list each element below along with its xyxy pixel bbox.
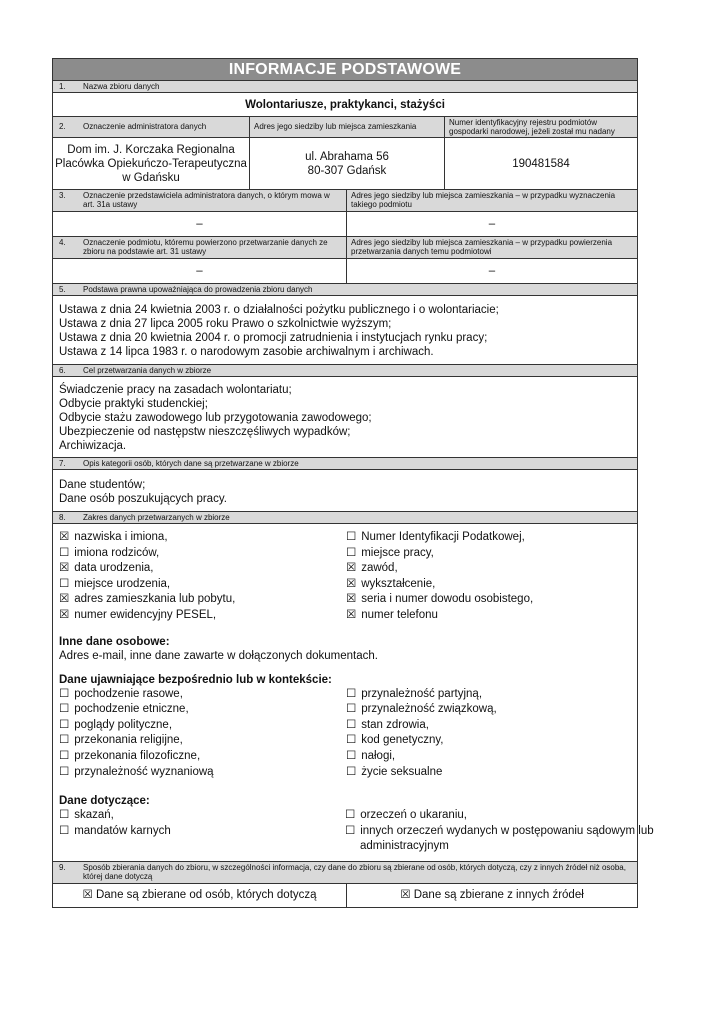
section-3-header (53, 189, 637, 211)
basic-data-right (344, 530, 631, 624)
checkbox-item[interactable] (59, 702, 344, 718)
checkbox-label: przekonania filozoficzne, (74, 749, 201, 762)
dataset-name: Wolontariusze, praktykanci, stażyści (245, 98, 445, 111)
representative-address-label (346, 190, 637, 211)
checkbox-label: życie seksualne (361, 765, 443, 778)
admin-label: Oznaczenie administratora danych (83, 122, 207, 131)
label-line: takiego podmiotu (351, 200, 412, 209)
checkbox-label: Numer Identyfikacji Podatkowej, (361, 531, 525, 543)
checkbox-item[interactable] (59, 561, 344, 577)
checkbox-mark-icon: ☐ (346, 718, 357, 731)
admin-address-label: Adres jego siedziby lub miejsca zamieszkania (249, 117, 444, 137)
checkbox-mark-icon: ☐ (59, 687, 70, 700)
regon-number: 190481584 (444, 138, 637, 189)
representative-values-row (53, 211, 637, 236)
label-line: Oznaczenie przedstawiciela administratora danych, o którym mowa w (83, 191, 330, 200)
checkbox-item[interactable] (346, 749, 631, 765)
checkbox-label: nazwiska i imiona, (74, 531, 168, 543)
checkbox-label: adres zamieszkania lub pobytu, (74, 593, 236, 606)
checkbox-label: nałogi, (361, 749, 396, 762)
checkbox-label: przekonania religijne, (74, 734, 183, 747)
processor-values-row (53, 258, 637, 283)
checkbox-mark-icon: ☐ (59, 703, 70, 716)
checkbox-item[interactable] (59, 577, 344, 593)
checkbox-mark-icon: ☐ (346, 531, 357, 543)
checkbox-label: Dane są zbierane z innych źródeł (413, 889, 584, 902)
section-4-header (53, 236, 637, 258)
checkbox-label: miejsce urodzenia, (74, 577, 171, 590)
sensitive-data-left (59, 687, 344, 781)
checkbox-mark-icon: ☐ (346, 703, 357, 716)
other-data-heading: Inne dane osobowe: (59, 635, 170, 648)
checkbox-mark-icon: ☐ (59, 577, 70, 590)
checkbox-item[interactable] (346, 765, 631, 781)
checkbox-item[interactable] (346, 561, 631, 577)
basic-data-left (59, 530, 344, 624)
checkbox-item[interactable] (346, 530, 631, 546)
section-label: Podstawa prawna upoważniająca do prowadzenia zbioru danych (83, 285, 313, 294)
admin-name (53, 138, 249, 189)
collection-method-row (53, 883, 637, 907)
purpose-line: Odbycie praktyki studenckiej; (59, 398, 208, 410)
other-data-text: Adres e-mail, inne dane zawarte w dołączonych dokumentach. (59, 649, 378, 662)
checkbox-label: numer telefonu (361, 608, 438, 621)
label-line: przetwarzania danych temu podmiotowi (351, 247, 492, 256)
checkbox-mark-icon: ☒ (400, 889, 411, 902)
basic-info-form (52, 58, 654, 908)
processor-value: – (196, 265, 203, 277)
checkbox-label: poglądy polityczne, (74, 718, 173, 731)
representative-value: – (196, 218, 203, 230)
section-label: Cel przetwarzania danych w zbiorze (83, 366, 212, 375)
processor-label (79, 237, 346, 258)
concerning-data-left (59, 808, 343, 855)
purpose-text (53, 377, 637, 457)
checkbox-label: przynależność wyznaniową (74, 765, 214, 778)
data-scope-row (53, 523, 654, 861)
checkbox-item[interactable] (59, 733, 344, 749)
checkbox-item[interactable] (59, 718, 344, 734)
legal-basis-line: Ustawa z dnia 24 kwietnia 2003 r. o działalności pożytku publicznego i o wolontariacie; (59, 304, 499, 316)
checkbox-mark-icon: ☒ (82, 889, 93, 902)
section-9-header (53, 861, 637, 883)
section-8-header (53, 511, 637, 523)
checkbox-mark-icon: ☐ (59, 749, 70, 762)
section-number: 8. (59, 513, 66, 522)
label-line: Oznaczenie podmiotu, któremu powierzono przetwarzanie danych ze (83, 238, 328, 247)
section-number: 5. (59, 285, 66, 294)
checkbox-item[interactable] (346, 592, 631, 608)
label-line: art. 31a ustawy (83, 200, 138, 209)
checkbox-label: mandatów karnych (74, 824, 171, 837)
checkbox-mark-icon: ☒ (346, 577, 357, 590)
checkbox-label: miejsce pracy, (361, 546, 434, 559)
label-line: której dane dotyczą (83, 871, 153, 881)
form-title (53, 59, 637, 80)
checkbox-item[interactable] (346, 608, 631, 624)
section-5-header (53, 283, 637, 295)
legal-basis-line: Ustawa z 14 lipca 1983 r. o narodowym zasobie archiwalnym i archiwach. (59, 346, 434, 358)
checkbox-mark-icon: ☐ (59, 734, 70, 747)
regon-label-line: Numer identyfikacyjny rejestru podmiotów (449, 118, 598, 127)
checkbox-label: imiona rodziców, (74, 546, 160, 559)
concerning-data-heading: Dane dotyczące: (59, 795, 150, 808)
section-2-header (53, 116, 637, 137)
section-number: 1. (59, 82, 66, 91)
concerning-data-right (343, 808, 654, 855)
checkbox-mark-icon: ☐ (346, 765, 357, 778)
checkbox-mark-icon: ☐ (346, 734, 357, 747)
section-number: 2. (59, 122, 66, 131)
checkbox-label: kod genetyczny, (361, 734, 444, 747)
representative-address-value: – (346, 212, 637, 236)
checkbox-mark-icon: ☒ (59, 531, 70, 543)
checkbox-item[interactable] (59, 749, 344, 765)
section-1-header (53, 80, 637, 92)
checkbox-item[interactable] (59, 530, 344, 546)
label-line: Adres jego siedziby lub miejsca zamieszkania – w przypadku wyznaczenia (351, 191, 616, 200)
checkbox-label: zawód, (361, 562, 398, 575)
basic-data-columns (59, 530, 631, 624)
section-number: 9. (59, 862, 66, 872)
checkbox-mark-icon: ☐ (59, 546, 70, 559)
checkbox-item[interactable] (346, 733, 631, 749)
section-7-header (53, 457, 637, 469)
checkbox-mark-icon: ☐ (346, 546, 357, 559)
checkbox-mark-icon: ☐ (59, 824, 70, 837)
legal-basis-text (53, 296, 637, 364)
checkbox-item[interactable] (346, 718, 631, 734)
checkbox-label: data urodzenia, (74, 562, 154, 575)
section-label: Opis kategorii osób, których dane są przetwarzane w zbiorze (83, 459, 299, 468)
admin-address-line: 80-307 Gdańsk (307, 164, 387, 177)
legal-basis-line: Ustawa z dnia 27 lipca 2005 roku Prawo o szkolnictwie wyższym; (59, 318, 392, 330)
admin-name-line: Placówka Opiekuńczo-Terapeutyczna (55, 157, 247, 170)
checkbox-item[interactable] (59, 608, 344, 624)
checkbox-label: przynależność związkową, (361, 703, 497, 716)
section-label: Zakres danych przetwarzanych w zbiorze (83, 513, 230, 522)
purpose-line: Ubezpieczenie od następstw nieszczęśliwych wypadków; (59, 426, 351, 438)
purpose-line: Odbycie stażu zawodowego lub przygotowania zawodowego; (59, 412, 372, 424)
checkbox-mark-icon: ☐ (59, 765, 70, 778)
checkbox-item[interactable] (346, 546, 631, 562)
label-line: zbioru na podstawie art. 31 ustawy (83, 247, 207, 256)
checkbox-label-continuation: administracyjnym (360, 840, 449, 853)
checkbox-label: wykształcenie, (361, 577, 436, 590)
checkbox-label: pochodzenie etniczne, (74, 703, 189, 716)
checkbox-label: numer ewidencyjny PESEL, (74, 608, 217, 621)
category-line: Dane osób poszukujących pracy. (59, 493, 227, 505)
section-number: 4. (59, 238, 66, 247)
admin-address (249, 138, 444, 189)
checkbox-label: stan zdrowia, (361, 718, 429, 731)
checkbox-mark-icon: ☒ (346, 608, 357, 621)
label-line: Sposób zbierania danych do zbioru, w szczególności informacja, czy dane do zbioru są zbierane od osób, których dotyczą, czy z innych źródeł niż osoba, (83, 862, 626, 872)
checkbox-item[interactable] (346, 687, 631, 703)
sensitive-data-columns (59, 687, 631, 781)
checkbox-item[interactable] (345, 808, 631, 824)
purpose-line: Świadczenie pracy na zasadach wolontariatu; (59, 384, 292, 396)
categories-text (53, 470, 637, 511)
checkbox-mark-icon: ☒ (59, 593, 70, 606)
admin-name-line: w Gdańsku (122, 171, 180, 184)
legal-basis-row (53, 295, 637, 364)
purpose-line: Archiwizacja. (59, 440, 127, 452)
section-number: 7. (59, 459, 66, 468)
form-title-text: INFORMACJE PODSTAWOWE (228, 60, 462, 78)
checkbox-mark-icon: ☒ (59, 562, 70, 575)
checkbox-item[interactable] (59, 546, 344, 562)
regon-label-line: gospodarki narodowej, jeżeli został mu nadany (449, 127, 615, 136)
checkbox-mark-icon: ☐ (346, 687, 357, 700)
checkbox-item[interactable] (346, 577, 631, 593)
collection-from-other-sources[interactable] (346, 884, 637, 907)
checkbox-item[interactable] (59, 824, 343, 840)
regon-label (444, 117, 637, 137)
checkbox-mark-icon: ☐ (59, 718, 70, 731)
representative-label (79, 190, 346, 211)
checkbox-label: przynależność partyjną, (361, 687, 483, 700)
checkbox-label: pochodzenie rasowe, (74, 687, 183, 700)
dataset-name-row (53, 92, 637, 116)
checkbox-mark-icon: ☐ (59, 809, 70, 822)
checkbox-mark-icon: ☐ (345, 824, 356, 837)
checkbox-mark-icon: ☒ (346, 593, 357, 606)
admin-name-line: Dom im. J. Korczaka Regionalna (67, 143, 235, 156)
checkbox-label: Dane są zbierane od osób, których dotyczą (95, 889, 317, 902)
category-line: Dane studentów; (59, 479, 146, 491)
section-label: Nazwa zbioru danych (83, 82, 160, 91)
checkbox-label: seria i numer dowodu osobistego, (361, 593, 534, 606)
admin-address-line: ul. Abrahama 56 (305, 150, 389, 163)
checkbox-label: innych orzeczeń wydanych w postępowaniu sądowym lub (360, 824, 654, 837)
section-6-header (53, 364, 637, 376)
sensitive-data-heading: Dane ujawniające bezpośrednio lub w kontekście: (59, 673, 332, 686)
checkbox-mark-icon: ☒ (346, 562, 357, 575)
collection-from-subjects[interactable] (53, 884, 346, 907)
section-number: 3. (59, 191, 66, 200)
categories-row (53, 469, 637, 511)
checkbox-item[interactable] (59, 765, 344, 781)
section-number: 6. (59, 366, 66, 375)
checkbox-item[interactable] (345, 824, 654, 840)
processor-address-value: – (346, 259, 637, 283)
collection-method-label (79, 862, 637, 883)
concerning-data-columns (59, 808, 654, 855)
checkbox-label: orzeczeń o ukaraniu, (360, 809, 467, 822)
checkbox-item[interactable] (59, 687, 344, 703)
label-line: Adres jego siedziby lub miejsca zamieszkania – w przypadku powierzenia (351, 238, 613, 247)
checkbox-item[interactable] (346, 702, 631, 718)
purpose-row (53, 376, 637, 457)
checkbox-mark-icon: ☐ (345, 809, 356, 822)
checkbox-label: skazań, (74, 809, 114, 822)
checkbox-item[interactable] (59, 808, 343, 824)
sensitive-data-right (344, 687, 631, 781)
checkbox-item[interactable] (59, 592, 344, 608)
legal-basis-line: Ustawa z dnia 20 kwietnia 2004 r. o promocji zatrudnienia i instytucjach rynku pracy; (59, 332, 488, 344)
data-scope (53, 524, 654, 861)
processor-address-label (346, 237, 637, 258)
checkbox-mark-icon: ☐ (346, 749, 357, 762)
admin-values-row (53, 137, 637, 189)
checkbox-mark-icon: ☒ (59, 608, 70, 621)
